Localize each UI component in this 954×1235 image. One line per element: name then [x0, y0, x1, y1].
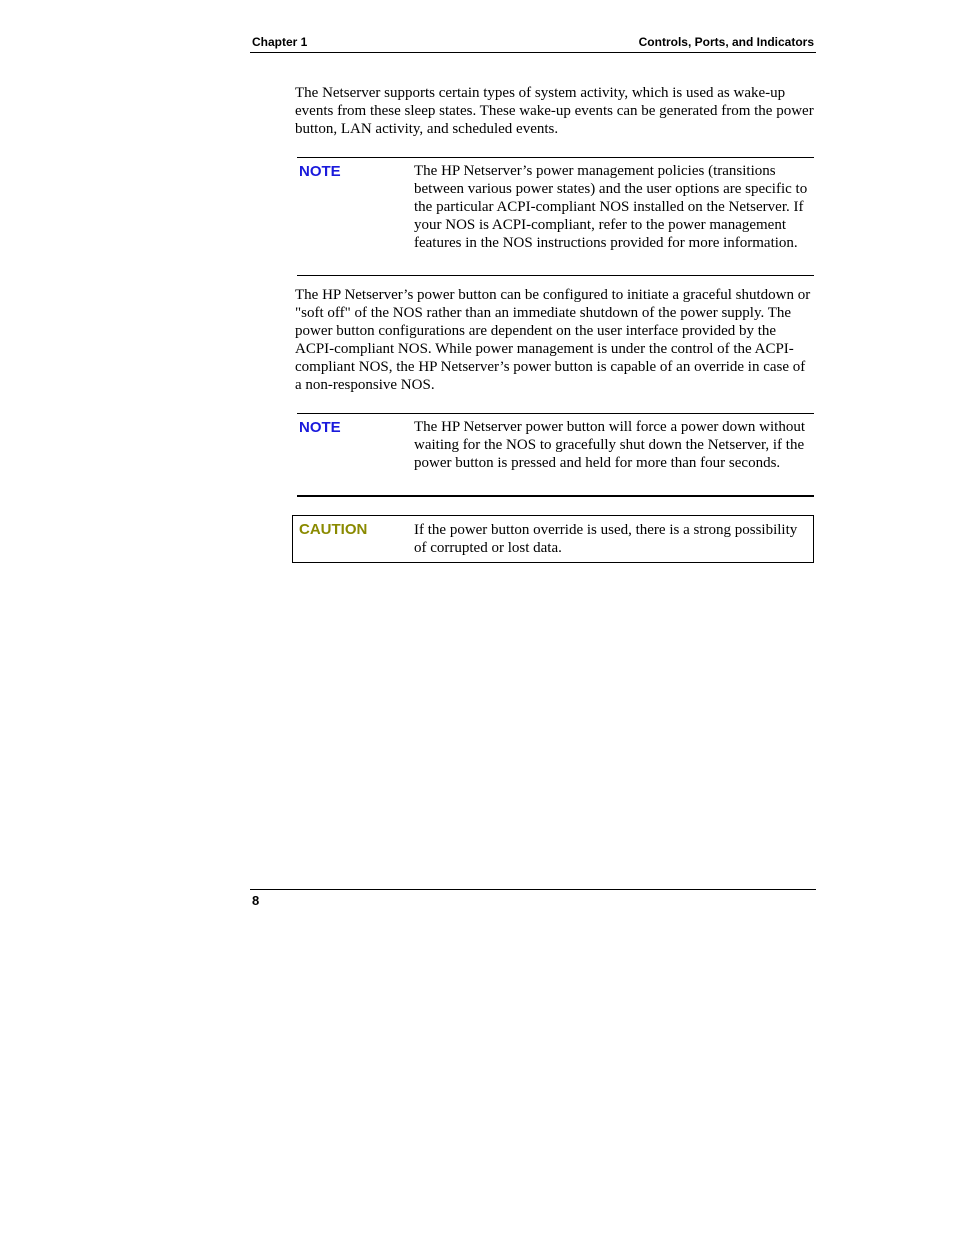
chapter-label: Chapter 1	[252, 35, 308, 49]
section-title: Controls, Ports, and Indicators	[638, 35, 814, 49]
note-box-force-power-down	[297, 413, 814, 497]
body-paragraph-power-button: The HP Netserver’s power button can be configured to initiate a graceful shutdown or "soft off" of the NOS rather than an immediate shutdown of the power supply. The power button configurations are dependent on the user interface provided by the ACPI-compliant NOS. While power management is under the control of the ACPI-compliant NOS, the HP Netserver’s power button is capable of an override in case of a non-responsive NOS.	[295, 287, 811, 393]
page-header	[250, 33, 816, 53]
caution-text: If the power button override is used, there is a strong possibility of corrupted or lost data.	[414, 522, 798, 556]
page-number: 8	[252, 893, 260, 908]
caution-box	[292, 515, 814, 563]
note-box-power-policies	[297, 157, 814, 276]
page-footer	[250, 889, 816, 908]
caution-label: CAUTION	[299, 521, 368, 538]
note-text: The HP Netserver power button will force a power down without waiting for the NOS to gracefully shut down the Netserver, if the power button is pressed and held for more than four seconds.	[414, 419, 806, 471]
note-label: NOTE	[299, 163, 341, 180]
note-text: The HP Netserver’s power management policies (transitions between various power states) and the user options are specific to the particular ACPI-compliant NOS installed on the Netserver. If your NOS is ACPI-compliant, refer to the power management features in the NOS instructions provided for more information.	[414, 163, 808, 251]
note-label: NOTE	[299, 419, 341, 436]
body-paragraph-wake-events: The Netserver supports certain types of system activity, which is used as wake-up events from these sleep states. These wake-up events can be generated from the power button, LAN activity, and scheduled events.	[295, 85, 814, 137]
